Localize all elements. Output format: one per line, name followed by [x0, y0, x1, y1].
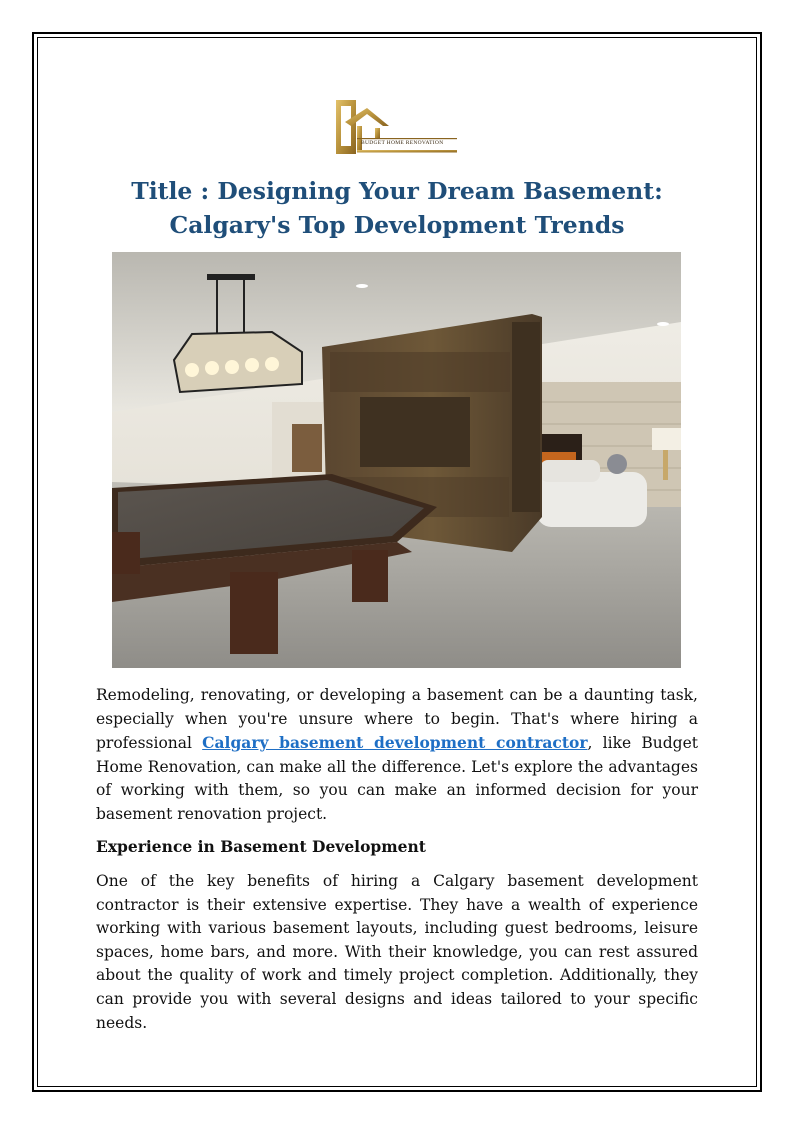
logo-brand-text: BUDGET HOME RENOVATION: [361, 140, 444, 146]
intro-paragraph: [96, 684, 698, 827]
contractor-link[interactable]: Calgary basement development contractor: [202, 733, 588, 753]
basement-photo: [112, 252, 681, 668]
document-title: [60, 174, 734, 242]
intro-text-before-link: Remodeling, renovating, or developing a basement can be a daunting task, especially when you're unsure where to begin. That's where hiring a professional: [96, 686, 698, 753]
intro-text-after-link: , like Budget Home Renovation, can make all the difference. Let's explore the advantages of working with them, so you can make an informed decision for your basement renovation project.: [96, 734, 698, 823]
company-logo: [333, 98, 461, 158]
title-line-2: Calgary's Top Development Trends: [169, 211, 625, 239]
section-heading: Experience in Basement Development: [96, 837, 426, 856]
section-body-paragraph: One of the key benefits of hiring a Calgary basement development contractor is their extensive expertise. They have a wealth of experience working with various basement layouts, including guest bedrooms, leisure spaces, home bars, and more. With their knowledge, you can rest assured about the quality of work and timely project completion. Additionally, they can provide you with several designs and ideas tailored to your specific needs.: [96, 872, 698, 1032]
title-line-1: Title : Designing Your Dream Basement:: [131, 177, 663, 205]
